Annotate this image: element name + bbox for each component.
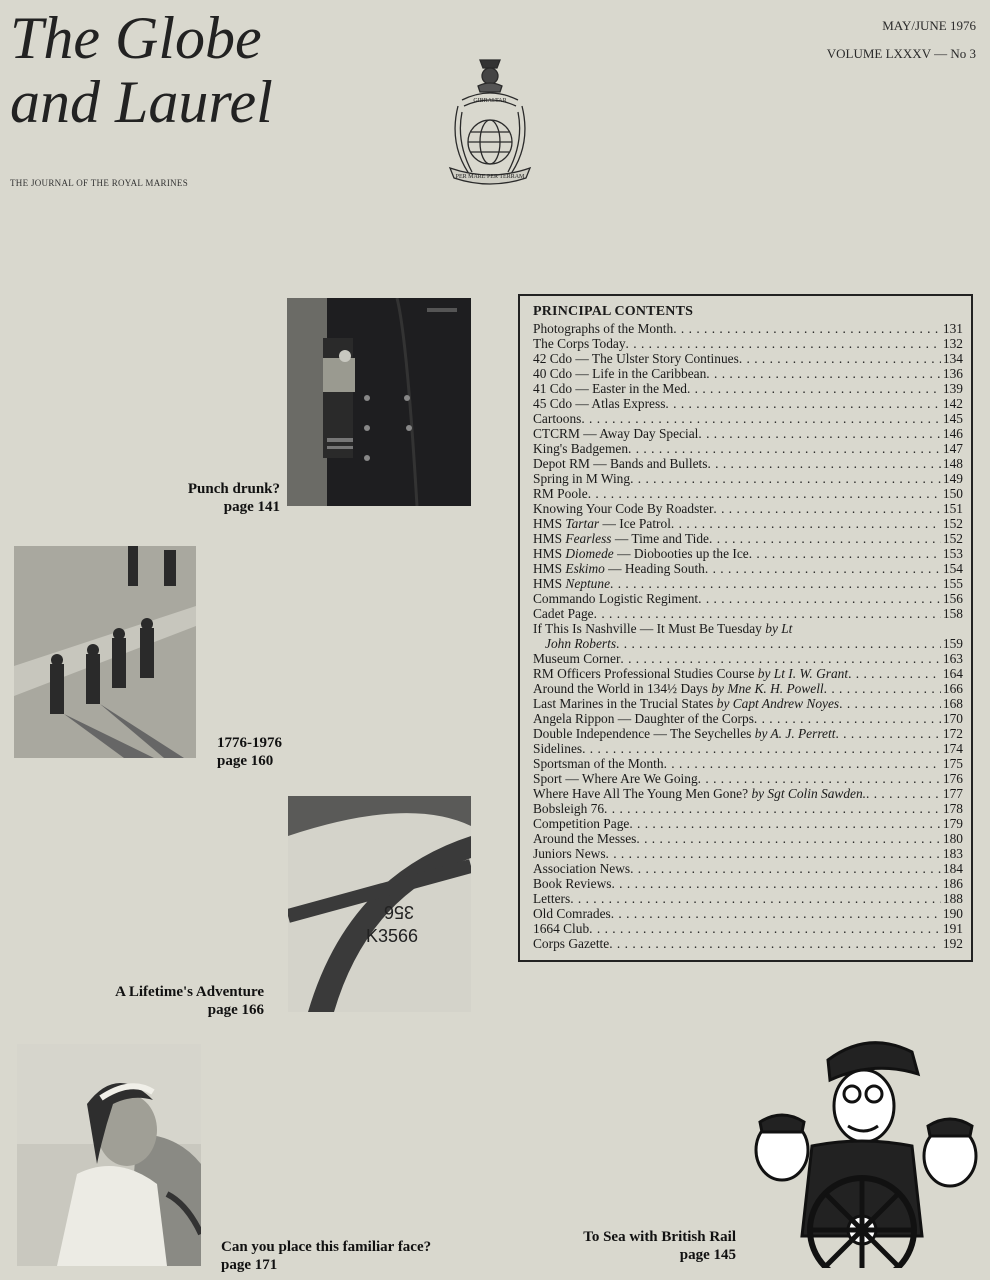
contents-item-page: 131 <box>942 321 963 336</box>
contents-item <box>533 741 963 756</box>
cartoon-british-rail <box>752 1030 984 1268</box>
contents-item-author: John Roberts <box>545 636 617 651</box>
contents-leader-dots <box>604 801 941 816</box>
contents-item-title: Around the Messes <box>533 831 637 846</box>
contents-item <box>533 411 963 426</box>
contents-item-page: 186 <box>942 876 963 891</box>
contents-item-title: 45 Cdo — Atlas Express <box>533 396 666 411</box>
contents-item <box>533 711 963 726</box>
contents-item-page: 183 <box>942 846 963 861</box>
contents-item-title: Museum Corner <box>533 651 621 666</box>
contents-item-page: 172 <box>942 726 963 741</box>
contents-item-page: 168 <box>942 696 963 711</box>
contents-item-page: 170 <box>942 711 963 726</box>
contents-leader-dots <box>582 741 941 756</box>
contents-leader-dots <box>606 846 941 861</box>
contents-leader-dots <box>848 666 941 681</box>
contents-leader-dots <box>713 501 941 516</box>
contents-leader-dots <box>754 711 941 726</box>
contents-item <box>533 591 963 606</box>
contents-item-page: 153 <box>942 546 963 561</box>
contents-item <box>533 876 963 891</box>
contents-item <box>533 786 963 801</box>
caption-british-rail-title: To Sea with British Rail <box>583 1229 736 1245</box>
contents-item-ship: Fearless <box>565 531 612 546</box>
contents-item-title: Spring in M Wing <box>533 471 631 486</box>
contents-item-page: 148 <box>942 456 963 471</box>
photo-1776-1976 <box>14 546 196 758</box>
contents-item-title: Cadet Page <box>533 606 594 621</box>
contents-item <box>533 546 963 561</box>
photo-familiar-face <box>17 1044 201 1266</box>
contents-item-continuation <box>533 636 963 651</box>
royal-marines-crest-icon <box>442 56 538 198</box>
contents-item-author: by Sgt Colin Sawden. <box>751 786 866 801</box>
contents-item-ship: Tartar <box>565 516 600 531</box>
contents-item-page: 146 <box>942 426 963 441</box>
contents-item-title: 40 Cdo — Life in the Caribbean <box>533 366 707 381</box>
crest-motto-text: PER MARE PER TERRAM <box>455 174 525 180</box>
contents-leader-dots <box>588 486 941 501</box>
contents-item-title: HMS Neptune <box>533 576 611 591</box>
contents-item-title: Sportsman of the Month <box>533 756 664 771</box>
contents-item-title: Juniors News <box>533 846 606 861</box>
contents-item-page: 175 <box>942 756 963 771</box>
contents-item-ship: Diomede <box>565 546 614 561</box>
contents-item <box>533 501 963 516</box>
contents-item-title: King's Badgemen <box>533 441 629 456</box>
contents-item <box>533 426 963 441</box>
contents-item-title: Commando Logistic Regiment <box>533 591 699 606</box>
contents-item-title: Depot RM — Bands and Bullets <box>533 456 708 471</box>
contents-leader-dots <box>611 876 940 891</box>
contents-leader-dots <box>630 861 941 876</box>
contents-item <box>533 771 963 786</box>
contents-item-title: HMS Eskimo — Heading South <box>533 561 705 576</box>
contents-item-title: RM Officers Professional Studies Course by Lt I. W. Grant <box>533 666 849 681</box>
contents-item-title: HMS Diomede — Diobooties up the Ice <box>533 546 749 561</box>
contents-item-title: CTCRM — Away Day Special <box>533 426 699 441</box>
contents-leader-dots <box>739 351 941 366</box>
contents-item <box>533 516 963 531</box>
contents-item-title: Where Have All The Young Men Gone? by Sgt Colin Sawden. <box>533 786 866 801</box>
contents-leader-dots <box>698 771 941 786</box>
contents-item-title: 41 Cdo — Easter in the Med <box>533 381 687 396</box>
contents-heading: PRINCIPAL CONTENTS <box>533 304 694 319</box>
contents-item-page: 150 <box>942 486 963 501</box>
contents-leader-dots <box>709 531 941 546</box>
contents-item-page: 164 <box>942 666 963 681</box>
caption-1776-1976-title: 1776-1976 <box>217 735 282 751</box>
contents-item <box>533 756 963 771</box>
contents-item <box>533 861 963 876</box>
caption-punch-drunk <box>120 480 280 516</box>
contents-item-page: 163 <box>942 651 963 666</box>
contents-item-page: 152 <box>942 516 963 531</box>
contents-item-page: 139 <box>942 381 963 396</box>
contents-item-title: HMS Tartar — Ice Patrol <box>533 516 671 531</box>
contents-item <box>533 561 963 576</box>
contents-item <box>533 486 963 501</box>
contents-item-title: Sidelines <box>533 741 583 756</box>
contents-item-title: The Corps Today <box>533 336 626 351</box>
contents-leader-dots <box>673 321 941 336</box>
contents-item-title: Last Marines in the Trucial States by Capt Andrew Noyes <box>533 696 840 711</box>
contents-item-title: Book Reviews <box>533 876 612 891</box>
contents-item-title: 1664 Club <box>533 921 590 936</box>
caption-familiar-face-title: Can you place this familiar face? <box>221 1239 432 1255</box>
journal-subtitle: THE JOURNAL OF THE ROYAL MARINES <box>10 178 189 188</box>
masthead-line-1: The Globe <box>10 5 262 71</box>
crest-scroll-text: GIBRALTAR <box>473 98 507 104</box>
contents-item-page: 179 <box>942 816 963 831</box>
contents-item-page: 155 <box>942 576 963 591</box>
contents-item <box>533 531 963 546</box>
issue-info <box>827 12 976 68</box>
contents-item-page: 176 <box>942 771 963 786</box>
contents-item-page: 145 <box>942 411 963 426</box>
contents-leader-dots <box>628 441 941 456</box>
contents-item <box>533 621 963 636</box>
caption-punch-drunk-page: page 141 <box>223 499 280 515</box>
contents-item-title: Sport — Where Are We Going <box>533 771 698 786</box>
masthead <box>10 6 273 134</box>
contents-item-page: 159 <box>942 636 963 651</box>
contents-item-title: 42 Cdo — The Ulster Story Continues <box>533 351 739 366</box>
contents-leader-dots <box>671 516 941 531</box>
contents-item-title: Association News <box>533 861 631 876</box>
contents-item-page: 192 <box>942 936 963 951</box>
contents-leader-dots <box>610 576 941 591</box>
principal-contents <box>518 294 973 962</box>
contents-leader-dots <box>616 636 941 651</box>
contents-item <box>533 891 963 906</box>
contents-item <box>533 336 963 351</box>
contents-leader-dots <box>707 456 940 471</box>
contents-item-page: 158 <box>942 606 963 621</box>
contents-leader-dots <box>611 906 941 921</box>
contents-item-title: RM Poole <box>533 486 588 501</box>
caption-1776-1976-page: page 160 <box>217 753 274 769</box>
contents-item-title: HMS Fearless — Time and Tide <box>533 531 710 546</box>
caption-familiar-face-page: page 171 <box>221 1257 278 1273</box>
contents-leader-dots <box>835 726 940 741</box>
contents-item-title: Bobsleigh 76 <box>533 801 605 816</box>
contents-item <box>533 606 963 621</box>
contents-item-page: 147 <box>942 441 963 456</box>
contents-leader-dots <box>630 471 941 486</box>
contents-leader-dots <box>839 696 941 711</box>
contents-item-author: by Lt I. W. Grant <box>757 666 849 681</box>
contents-leader-dots <box>609 936 941 951</box>
contents-item-page: 132 <box>942 336 963 351</box>
contents-leader-dots <box>594 606 941 621</box>
contents-item <box>533 381 963 396</box>
masthead-line-2: and Laurel <box>10 69 273 135</box>
issue-volume: VOLUME LXXXV — No 3 <box>826 46 976 61</box>
caption-lifetime-adventure-title: A Lifetime's Adventure <box>115 984 264 1000</box>
contents-item-author: by Lt <box>765 621 793 636</box>
contents-item <box>533 666 963 681</box>
contents-item <box>533 726 963 741</box>
contents-item-title: Letters <box>533 891 571 906</box>
contents-item-page: 188 <box>942 891 963 906</box>
contents-item-title: Photographs of the Month <box>533 321 674 336</box>
contents-item-title: Competition Page <box>533 816 630 831</box>
contents-item-title: Knowing Your Code By Roadster <box>533 501 714 516</box>
contents-item-page: 136 <box>942 366 963 381</box>
contents-leader-dots <box>664 756 941 771</box>
contents-item-title: Angela Rippon — Daughter of the Corps <box>533 711 754 726</box>
contents-leader-dots <box>866 786 941 801</box>
contents-item <box>533 441 963 456</box>
contents-leader-dots <box>636 831 941 846</box>
contents-leader-dots <box>698 591 941 606</box>
contents-leader-dots <box>749 546 941 561</box>
contents-item <box>533 471 963 486</box>
contents-leader-dots <box>698 426 941 441</box>
contents-item <box>533 696 963 711</box>
contents-item-title: Corps Gazette <box>533 936 610 951</box>
contents-item-title: Around the World in 134½ Days by Mne K. H. Powell <box>533 681 824 696</box>
caption-british-rail-page: page 145 <box>679 1247 736 1263</box>
contents-item-page: 142 <box>942 396 963 411</box>
contents-item-page: 166 <box>942 681 963 696</box>
contents-leader-dots <box>706 366 941 381</box>
contents-item <box>533 351 963 366</box>
contents-item <box>533 921 963 936</box>
contents-item <box>533 651 963 666</box>
contents-leader-dots <box>626 336 941 351</box>
contents-leader-dots <box>620 651 941 666</box>
contents-item-title: Double Independence — The Seychelles by A. J. Perrett <box>533 726 836 741</box>
contents-leader-dots <box>824 681 941 696</box>
contents-item-page: 178 <box>942 801 963 816</box>
boat-marking-bottom: K3566 <box>366 926 419 946</box>
caption-familiar-face <box>221 1238 501 1274</box>
contents-item <box>533 321 963 336</box>
caption-lifetime-adventure <box>60 983 264 1019</box>
contents-item <box>533 816 963 831</box>
contents-item-page: 134 <box>942 351 963 366</box>
caption-1776-1976 <box>217 734 357 770</box>
contents-leader-dots <box>589 921 941 936</box>
caption-british-rail <box>540 1228 736 1264</box>
photo-punch-drunk <box>287 298 471 506</box>
contents-item-page: 191 <box>942 921 963 936</box>
contents-list <box>533 321 963 951</box>
issue-date: MAY/JUNE 1976 <box>882 18 976 33</box>
contents-leader-dots <box>705 561 941 576</box>
boat-marking-top: 356 <box>383 902 414 922</box>
contents-item <box>533 396 963 411</box>
contents-item-page: 151 <box>942 501 963 516</box>
contents-item-page: 184 <box>942 861 963 876</box>
contents-leader-dots <box>629 816 941 831</box>
contents-item <box>533 576 963 591</box>
contents-item <box>533 366 963 381</box>
contents-item <box>533 456 963 471</box>
contents-item <box>533 906 963 921</box>
contents-item-page: 180 <box>942 831 963 846</box>
contents-item-ship: Neptune <box>565 576 611 591</box>
contents-item-author: by Capt Andrew Noyes <box>716 696 840 711</box>
contents-item-page: 156 <box>942 591 963 606</box>
contents-item-author: by A. J. Perrett <box>754 726 836 741</box>
contents-leader-dots <box>665 396 940 411</box>
contents-item-title: If This Is Nashville — It Must Be Tuesday by Lt <box>533 621 793 636</box>
contents-item-ship: Eskimo <box>565 561 605 576</box>
contents-item-page: 177 <box>942 786 963 801</box>
contents-item-page: 149 <box>942 471 963 486</box>
photo-lifetime-adventure <box>288 796 471 1012</box>
contents-leader-dots <box>570 891 941 906</box>
contents-item-title: Cartoons <box>533 411 582 426</box>
contents-item-page: 174 <box>942 741 963 756</box>
contents-item <box>533 846 963 861</box>
contents-item-author: by Mne K. H. Powell <box>711 681 824 696</box>
caption-lifetime-adventure-page: page 166 <box>207 1002 264 1018</box>
caption-punch-drunk-title: Punch drunk? <box>187 481 280 497</box>
contents-item-page: 152 <box>942 531 963 546</box>
contents-item-title: Old Comrades <box>533 906 611 921</box>
contents-item <box>533 801 963 816</box>
contents-item <box>533 936 963 951</box>
contents-leader-dots <box>687 381 941 396</box>
contents-item <box>533 681 963 696</box>
contents-item-page: 190 <box>942 906 963 921</box>
contents-item <box>533 831 963 846</box>
contents-item-page: 154 <box>942 561 963 576</box>
contents-leader-dots <box>581 411 941 426</box>
